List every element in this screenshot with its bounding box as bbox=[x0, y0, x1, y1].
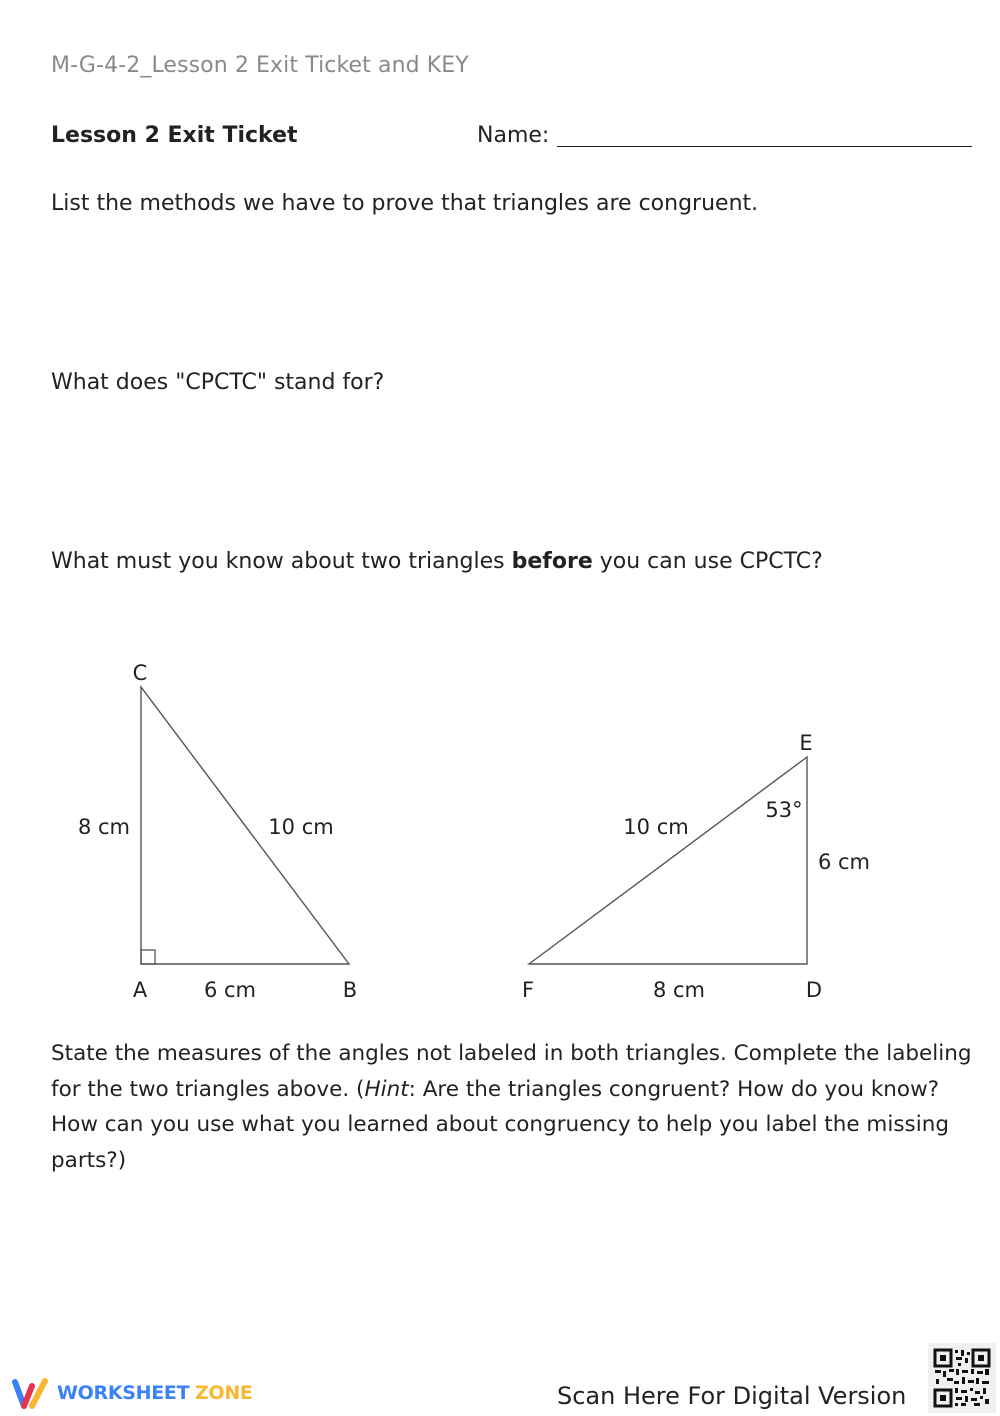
question-bold-text: before bbox=[511, 549, 593, 574]
hint-label: Hint bbox=[364, 1076, 409, 1102]
qr-code-icon[interactable] bbox=[928, 1343, 996, 1413]
right-angle-marker bbox=[141, 950, 155, 964]
side-fe-label: 10 cm bbox=[623, 815, 689, 839]
name-label: Name: bbox=[477, 123, 550, 148]
ticket-title: Lesson 2 Exit Ticket bbox=[51, 123, 298, 148]
question-before-cpctc bbox=[51, 549, 823, 574]
vertex-c-label: C bbox=[132, 661, 148, 685]
name-field[interactable] bbox=[557, 146, 972, 147]
angle-e-label: 53° bbox=[765, 798, 803, 822]
side-ab-label: 6 cm bbox=[203, 978, 257, 1002]
vertex-d-label: D bbox=[805, 978, 823, 1002]
instruction-paragraph bbox=[51, 1036, 986, 1178]
side-fd-label: 8 cm bbox=[652, 978, 706, 1002]
triangle-def bbox=[522, 731, 870, 1002]
brand-name-worksheet: WORKSHEET bbox=[57, 1382, 190, 1404]
side-ca-label: 8 cm bbox=[77, 815, 131, 839]
instruction-text: State the measures of the angles not labeled in both triangles. Complete the labeling for the two triangles above. ( bbox=[51, 1041, 972, 1102]
brand-name-zone: ZONE bbox=[195, 1382, 253, 1404]
question-congruence-methods: List the methods we have to prove that triangles are congruent. bbox=[51, 191, 759, 216]
instruction-text: : Are the triangles congruent? How do you know? How can you use what you learned about congruency to help you label the missing parts?) bbox=[51, 1076, 949, 1173]
vertex-b-label: B bbox=[342, 978, 358, 1002]
scan-prompt: Scan Here For Digital Version bbox=[557, 1382, 907, 1410]
question-text: What must you know about two triangles bbox=[51, 549, 512, 574]
vertex-f-label: F bbox=[521, 978, 535, 1002]
question-cpctc-meaning: What does "CPCTC" stand for? bbox=[51, 370, 385, 395]
triangles-figure bbox=[0, 640, 1000, 1010]
question-text: you can use CPCTC? bbox=[592, 549, 823, 574]
worksheetzone-logo-icon bbox=[10, 1376, 54, 1412]
triangle-abc bbox=[78, 661, 357, 1002]
side-cb-label: 10 cm bbox=[268, 815, 334, 839]
vertex-a-label: A bbox=[132, 978, 148, 1002]
vertex-e-label: E bbox=[799, 731, 813, 755]
side-ed-label: 6 cm bbox=[817, 850, 871, 874]
document-header: M-G-4-2_Lesson 2 Exit Ticket and KEY bbox=[51, 53, 469, 78]
